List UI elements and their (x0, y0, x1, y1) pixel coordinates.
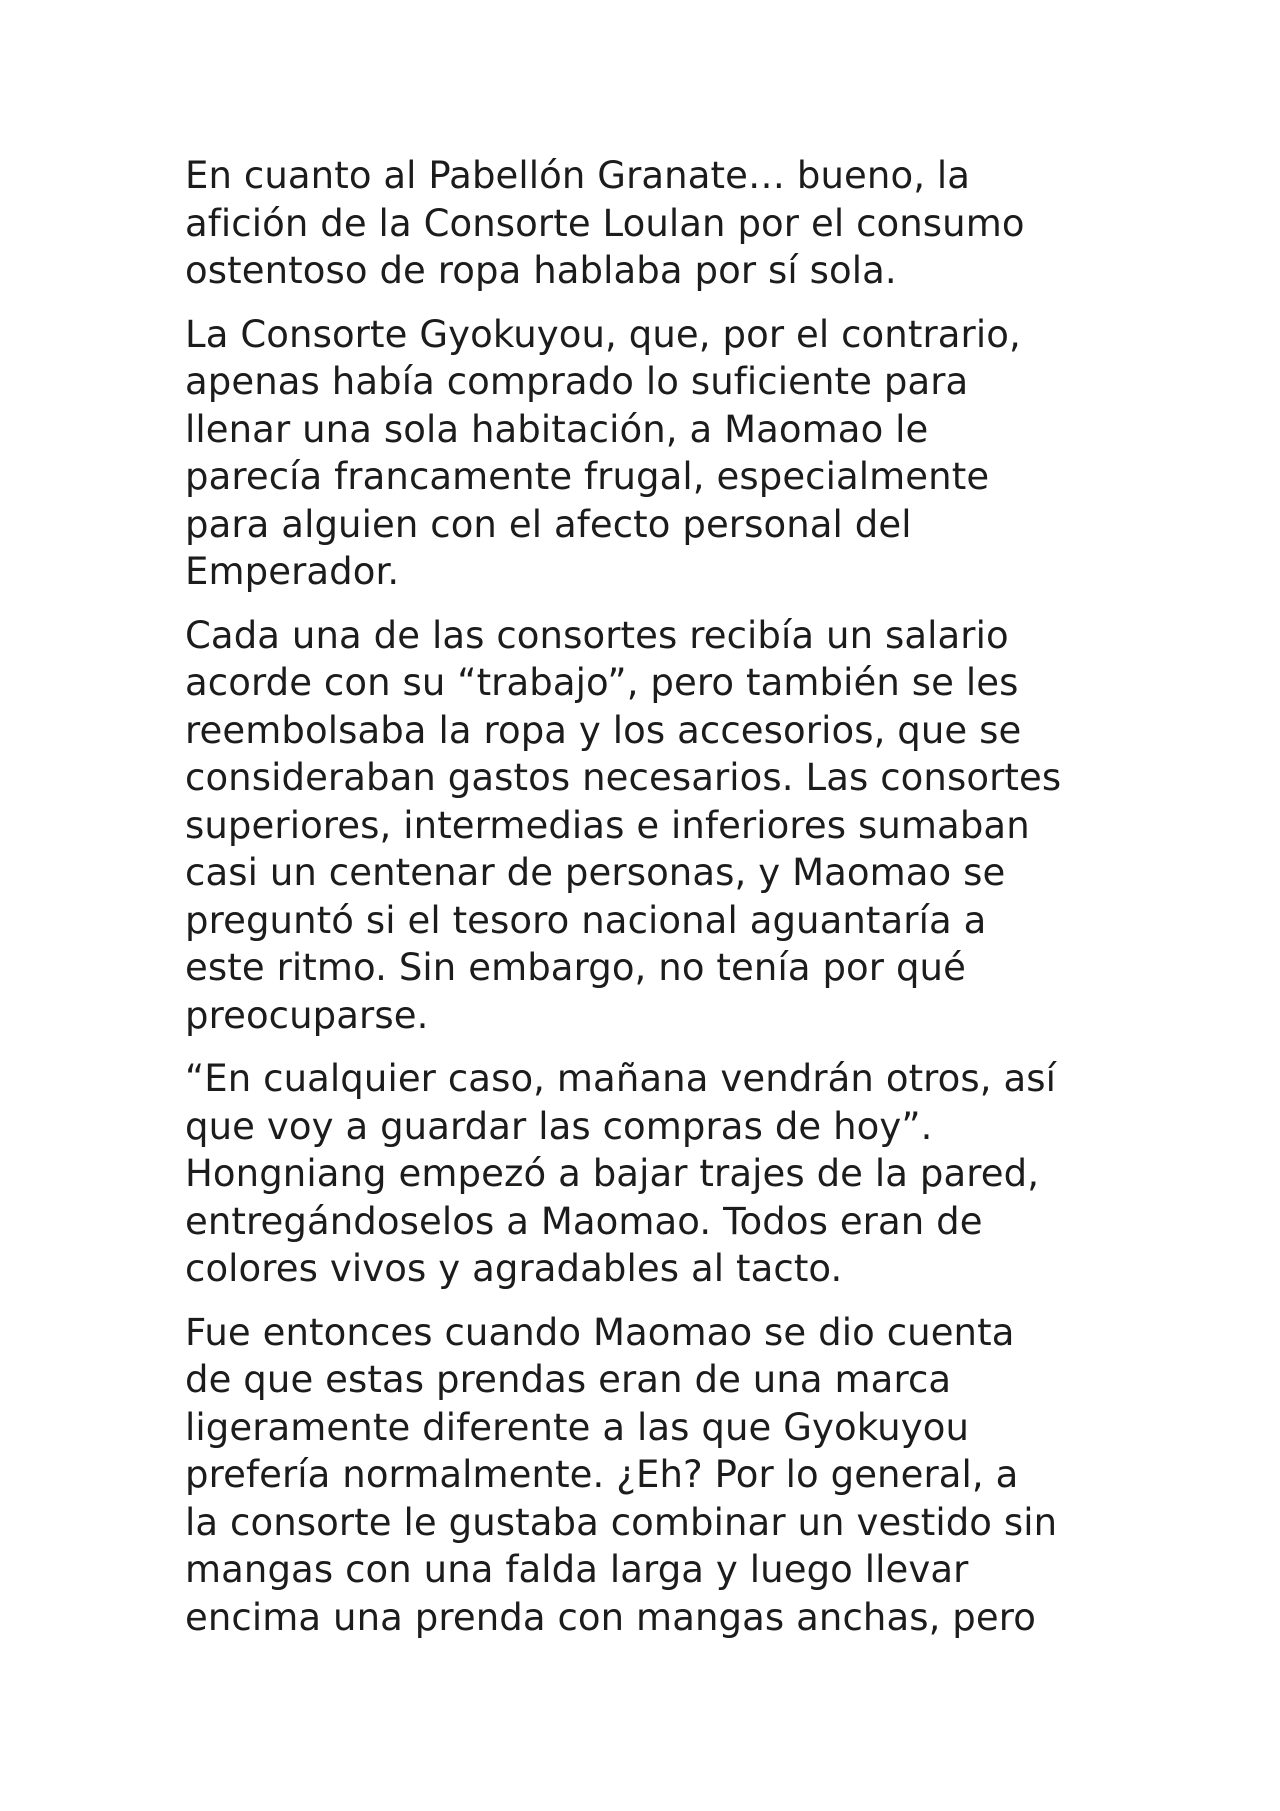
text-line: ostentoso de ropa hablaba por sí sola. (185, 249, 897, 292)
text-line: Hongniang empezó a bajar trajes de la pared, (185, 1152, 1040, 1195)
text-line: reembolsaba la ropa y los accesorios, que se (185, 708, 1022, 752)
text-line: la consorte le gustaba combinar un vestido sin (185, 1500, 1058, 1544)
paragraph (185, 612, 1125, 1040)
text-line: encima una prenda con mangas anchas, pero (185, 1595, 1036, 1639)
text-line: “En cualquier caso, mañana vendrán otros, así (185, 1057, 1057, 1100)
text-line: acorde con su “trabajo”, pero también se les (185, 661, 1019, 704)
paragraph (185, 152, 1125, 295)
text-line: Fue entonces cuando Maomao se dio cuenta (185, 1310, 1015, 1354)
text-line: preguntó si el tesoro nacional aguantaría a (185, 898, 987, 942)
paragraph (185, 1309, 1125, 1642)
text-line: preocuparse. (185, 993, 429, 1037)
text-line: entregándoselos a Maomao. Todos eran de (185, 1199, 983, 1243)
text-line: llenar una sola habitación, a Maomao le (185, 407, 929, 451)
text-line: Emperador. (185, 550, 400, 593)
text-line: parecía francamente frugal, especialmente (185, 455, 990, 498)
text-line: ligeramente diferente a las que Gyokuyou (185, 1405, 969, 1449)
text-line: superiores, intermedias e inferiores sumaban (185, 803, 1030, 847)
text-line: afición de la Consorte Loulan por el consumo (185, 201, 1025, 245)
text-line: para alguien con el afecto personal del (185, 502, 912, 546)
text-line: mangas con una falda larga y luego llevar (185, 1548, 969, 1591)
text-line: de que estas prendas eran de una marca (185, 1358, 952, 1401)
text-line: casi un centenar de personas, y Maomao se (185, 851, 1006, 894)
paragraph (185, 1055, 1125, 1293)
text-line: La Consorte Gyokuyou, que, por el contrario, (185, 312, 1021, 356)
text-line: Cada una de las consortes recibía un salario (185, 613, 1009, 657)
text-line: consideraban gastos necesarios. Las consortes (185, 756, 1062, 799)
text-line: este ritmo. Sin embargo, no tenía por qué (185, 946, 966, 989)
text-line: apenas había comprado lo suficiente para (185, 360, 969, 403)
text-line: colores vivos y agradables al tacto. (185, 1247, 843, 1290)
body-text (185, 152, 1125, 1657)
text-line: que voy a guardar las compras de hoy”. (185, 1104, 933, 1148)
text-line: prefería normalmente. ¿Eh? Por lo general, a (185, 1453, 1019, 1496)
text-line: En cuanto al Pabellón Granate… bueno, la (185, 154, 971, 197)
paragraph (185, 311, 1125, 596)
